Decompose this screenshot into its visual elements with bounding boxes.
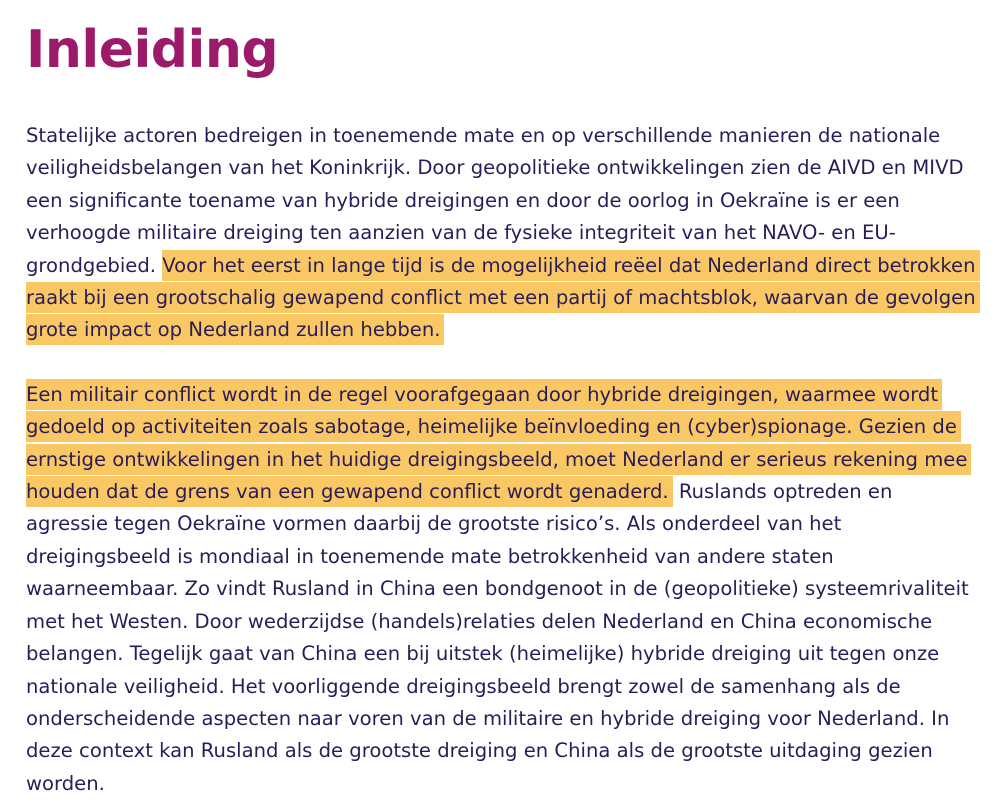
paragraph-1-highlight: Voor het eerst in lange tijd is de mogelijkheid reëel dat Nederland direct betrokken raakt bij een grootschalig gewapend conflict met een partij of machtsblok, waarvan de gevolgen grote impact op Nederland zullen hebben. bbox=[26, 250, 980, 346]
paragraph-1 bbox=[26, 120, 976, 347]
document-page bbox=[26, 12, 976, 800]
section-heading: Inleiding bbox=[26, 20, 279, 80]
paragraph-2-text: Ruslands optreden en agressie tegen Oekraïne vormen daarbij de grootste risico’s. Als onderdeel van het dreigingsbeeld is mondiaal in toenemende mate betrokkenheid van andere staten waarneembaar. Zo vindt Rusland in China een bondgenoot in de (geopolitieke) systeemrivaliteit met het Westen. Door wederzijdse (handels)relaties delen Nederland en China economische belangen. Tegelijk gaat van China een bij uitstek (heimelijke) hybride dreiging uit tegen onze nationale veiligheid. Het voorliggende dreigingsbeeld brengt zowel de samenhang als de onderscheidende aspecten naar voren van de militaire en hybride dreiging voor Nederland. In deze context kan Rusland als de grootste dreiging en China als de grootste uitdaging gezien worden. bbox=[26, 480, 969, 795]
paragraph-1-text: Statelijke actoren bedreigen in toenemende mate en op verschillende manieren de nationale veiligheidsbelangen van het Koninkrijk. Door geopolitieke ontwikkelingen zien de AIVD en MIVD een significante toename van hybride dreigingen en door de oorlog in Oekraïne is er een verhoogde militaire dreiging ten aanzien van de fysieke integriteit van het NAVO- en EU-grondgebied. bbox=[26, 124, 964, 277]
paragraph-2-highlight: Een militair conflict wordt in de regel voorafgegaan door hybride dreigingen, waarmee wordt gedoeld op activiteiten zoals sabotage, heimelijke beïnvloeding en (cyber)spionage. Gezien de ernstige ontwikkelingen in het huidige dreigingsbeeld, moet Nederland er serieus rekening mee houden dat de grens van een gewapend conflict wordt genaderd. bbox=[26, 379, 971, 507]
paragraph-2 bbox=[26, 379, 976, 800]
